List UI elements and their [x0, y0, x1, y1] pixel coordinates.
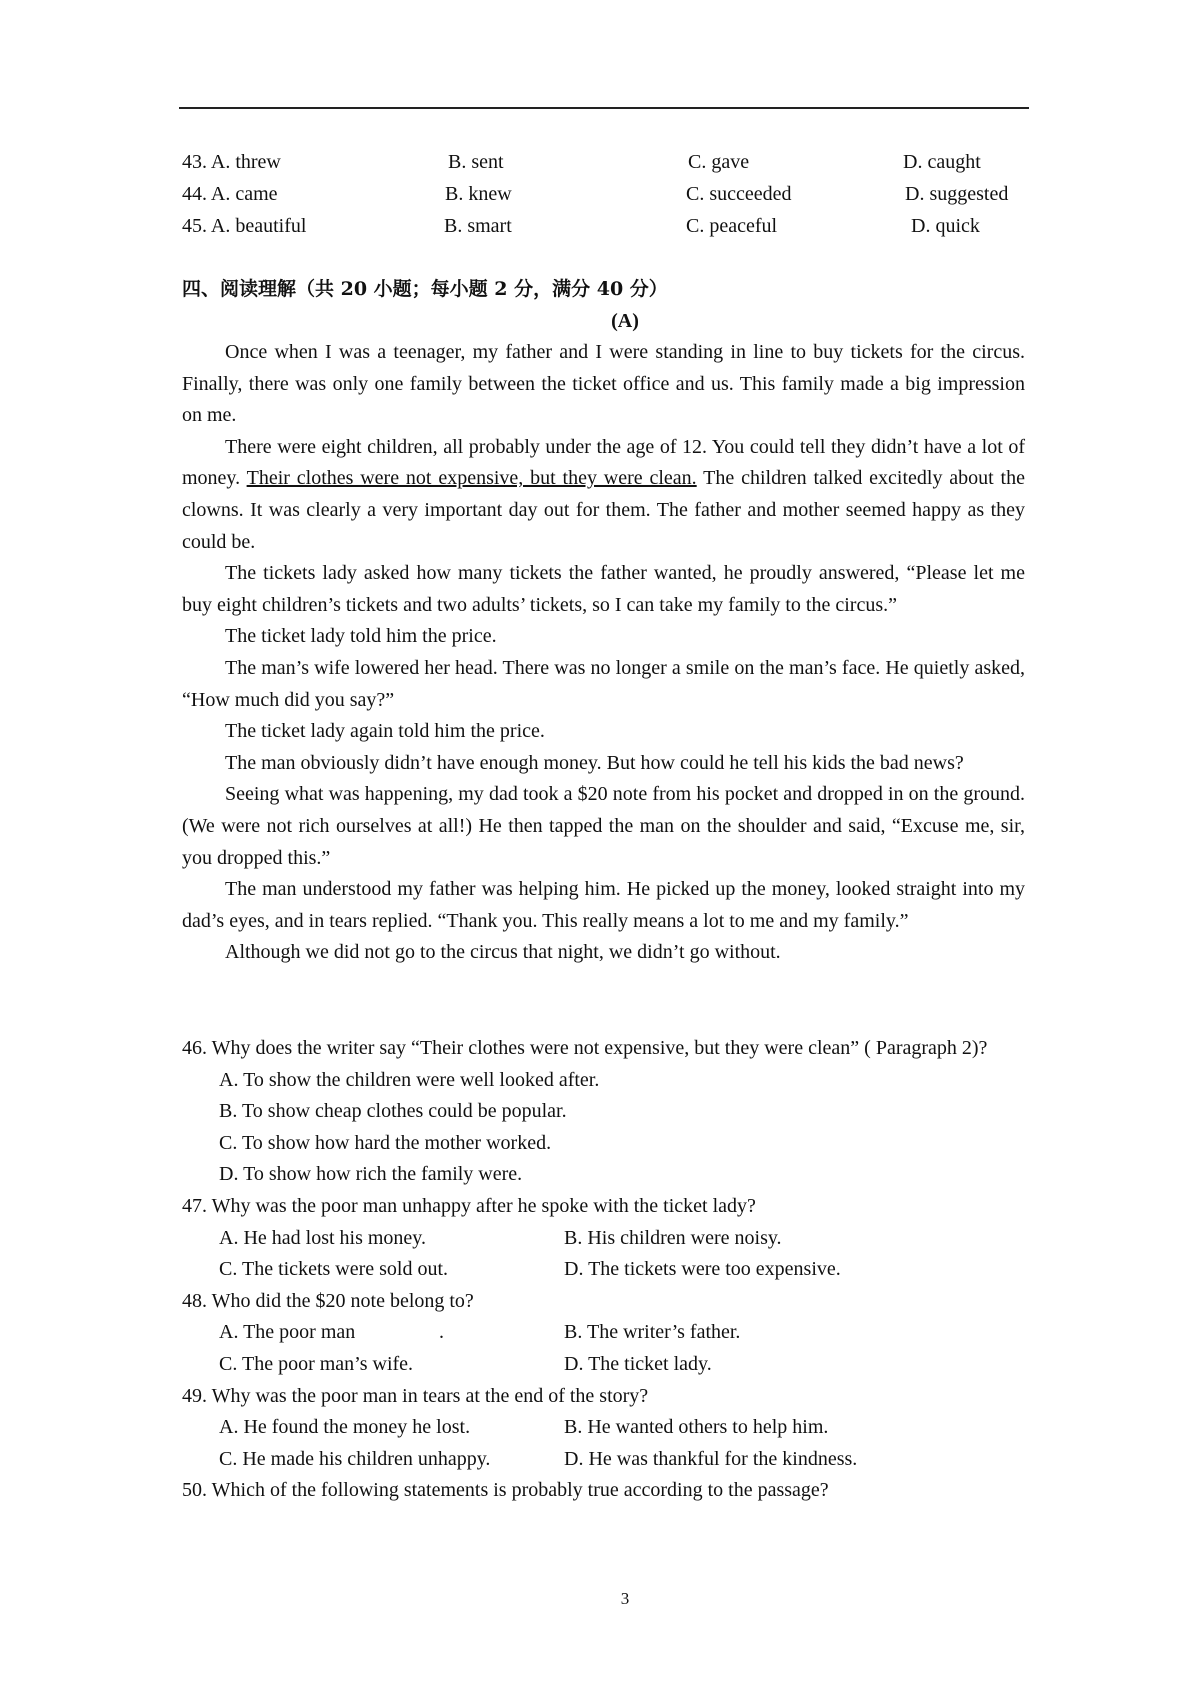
option-43-b: B. sent	[448, 151, 504, 173]
paragraph-2-before: There were eight children, all probably under the age of 12. You could tell they didn’t have a lot of money.	[182, 435, 1025, 490]
option-43-c: C. gave	[688, 151, 750, 173]
header-rule	[179, 107, 1029, 109]
question-46-option-c: C. To show how hard the mother worked.	[219, 1131, 552, 1154]
question-47-option-d: D. The tickets were too expensive.	[564, 1258, 841, 1281]
question-46-option-b: B. To show cheap clothes could be popular.	[219, 1100, 567, 1123]
option-44-a: 44. A. came	[182, 183, 278, 205]
cloze-options-43	[0, 150, 1200, 174]
question-48-stem: 48. Who did the $20 note belong to?	[182, 1289, 474, 1312]
paragraph-7: The man obviously didn’t have enough money. But how could he tell his kids the bad news?	[225, 751, 964, 774]
question-48-option-b: B. The writer’s father.	[564, 1321, 741, 1344]
questions	[182, 1033, 1025, 1507]
option-43-d: D. caught	[903, 151, 981, 173]
question-49-row-1	[182, 1412, 1025, 1444]
option-44-b: B. knew	[445, 183, 512, 205]
question-50	[182, 1475, 1025, 1507]
question-47-option-c: C. The tickets were sold out.	[219, 1258, 449, 1281]
question-49-row-2	[182, 1444, 1025, 1476]
cloze-options-44	[0, 182, 1200, 206]
paragraph-5: The man’s wife lowered her head. There was no longer a smile on the man’s face. He quietly asked, “How much did you say?”	[182, 656, 1025, 711]
question-49-stem: 49. Why was the poor man in tears at the end of the story?	[182, 1384, 649, 1407]
question-48-option-d: D. The ticket lady.	[564, 1352, 712, 1375]
question-46-stem: 46. Why does the writer say “Their clothes were not expensive, but they were clean” ( Paragraph 2)?	[182, 1037, 988, 1059]
question-47-row-1	[182, 1223, 1025, 1255]
passage-label: (A)	[611, 310, 639, 332]
question-47-stem: 47. Why was the poor man unhappy after he spoke with the ticket lady?	[182, 1194, 756, 1217]
question-46-option-a: A. To show the children were well looked after.	[219, 1068, 600, 1091]
option-45-d: D. quick	[911, 215, 980, 237]
question-48-option-c: C. The poor man’s wife.	[219, 1352, 414, 1375]
page-number: 3	[620, 1589, 630, 1608]
question-46-option-d: D. To show how rich the family were.	[219, 1163, 523, 1186]
question-49-option-c: C. He made his children unhappy.	[219, 1447, 491, 1470]
question-47-option-a: A. He had lost his money.	[219, 1226, 427, 1249]
question-50-stem: 50. Which of the following statements is probably true according to the passage?	[182, 1479, 829, 1502]
paragraph-9: The man understood my father was helping him. He picked up the money, looked straight into my dad’s eyes, and in tears replied. “Thank you. This really means a lot to me and my family.”	[182, 878, 1025, 932]
paragraph-4: The ticket lady told him the price.	[225, 625, 497, 648]
question-47-option-b: B. His children were noisy.	[564, 1226, 782, 1249]
question-47-row-2	[182, 1254, 1025, 1286]
paragraph-1: Once when I was a teenager, my father and I were standing in line to buy tickets for the circus. Finally, there was only one family between the ticket office and us. This family made a big impression on me.	[182, 341, 1025, 427]
question-49	[182, 1381, 1025, 1476]
question-48-option-a: A. The poor man	[219, 1321, 356, 1344]
question-48	[182, 1286, 1025, 1381]
stray-period: .	[439, 1321, 444, 1344]
question-46	[182, 1033, 1025, 1191]
question-49-option-d: D. He was thankful for the kindness.	[564, 1447, 858, 1470]
option-45-a: 45. A. beautiful	[182, 215, 307, 237]
paragraph-3: The tickets lady asked how many tickets the father wanted, he proudly answered, “Please let me buy eight children’s tickets and two adults’ tickets, so I can take my family to the circus.”	[182, 562, 1025, 616]
question-47	[182, 1191, 1025, 1286]
option-45-c: C. peaceful	[686, 215, 778, 237]
question-48-row-1	[182, 1317, 1025, 1349]
question-48-row-2	[182, 1349, 1025, 1381]
paragraph-8: Seeing what was happening, my dad took a $20 note from his pocket and dropped in on the ground. (We were not rich ourselves at all!) He then tapped the man on the shoulder and said, “Excuse me, sir, you dropped this.”	[182, 783, 1025, 869]
option-44-c: C. succeeded	[686, 183, 792, 205]
section-title: 四、阅读理解（共 20 小题；每小题 2 分，满分 40 分）	[182, 278, 668, 300]
paragraph-6: The ticket lady again told him the price.	[225, 720, 545, 743]
option-43-a: 43. A. threw	[182, 151, 281, 173]
cloze-options-45	[0, 214, 1200, 238]
question-49-option-b: B. He wanted others to help him.	[564, 1416, 829, 1439]
paragraph-10: Although we did not go to the circus that night, we didn’t go without.	[225, 941, 781, 964]
question-49-option-a: A. He found the money he lost.	[219, 1416, 471, 1439]
option-45-b: B. smart	[444, 215, 512, 237]
option-44-d: D. suggested	[905, 183, 1009, 205]
paragraph-2	[182, 432, 1025, 558]
underlined-sentence: Their clothes were not expensive, but they were clean.	[246, 467, 697, 490]
paragraph-2-after: The children talked excitedly about the clowns. It was clearly a very important day out for them. The father and mother seemed happy as they could be.	[182, 467, 1025, 553]
reading-passage	[182, 337, 1025, 969]
